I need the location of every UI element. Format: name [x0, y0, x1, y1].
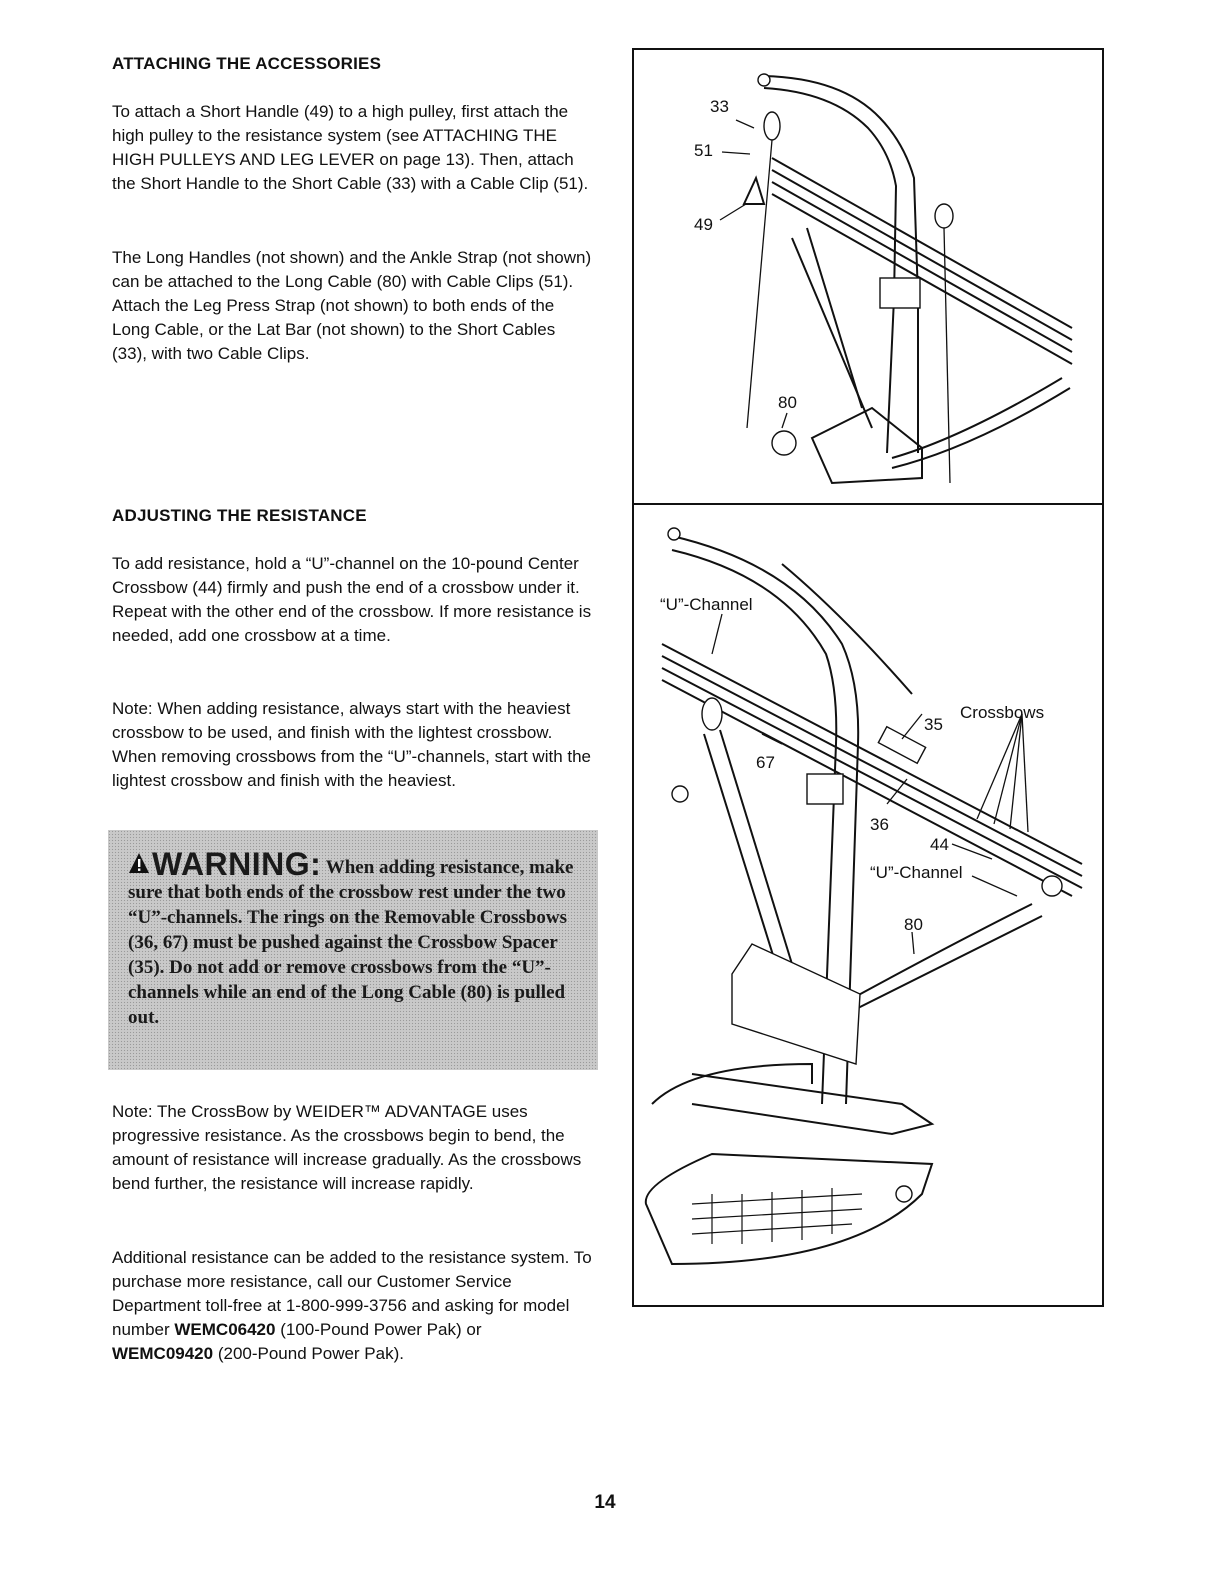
top-pivot: [758, 74, 770, 86]
pulley-right: [935, 204, 953, 228]
paragraph-add-resistance: To add resistance, hold a “U”-channel on the 10-pound Center Crossbow (44) firmly and push the end of a crossbow under it. Repeat with the other end of the crossbow. If more resistance is needed, add one crossbow at a time.: [112, 554, 592, 645]
page-number: 14: [594, 1492, 616, 1513]
footplate: [692, 1188, 862, 1244]
label-80-top: 80: [778, 393, 797, 412]
strap: [880, 278, 920, 308]
paragraph-long-handles: The Long Handles (not shown) and the Ankle Strap (not shown) can be attached to the Long Cable (80) with Cable Clips (51). Attach the Leg Press Strap (not shown) to both ends of the Long Cable, or the Lat Bar (not shown) to the Short Cables (33), with two Cable Clips.: [112, 248, 592, 363]
figure-top: [632, 48, 1104, 503]
warning-heading: WARNING:: [152, 846, 322, 882]
pulley-bottom: [772, 431, 796, 455]
paragraph-note-order: Note: When adding resistance, always start with the heaviest crossbow to be used, and finish with the lightest crossbow. When removing crossbows from the “U”-channels, start with the lightest crossbow and finish with the heaviest.: [112, 699, 592, 790]
label-u-channel-side: “U”-Channel: [870, 863, 963, 882]
paragraph-additional-resistance: [112, 1246, 592, 1366]
section-heading-adjusting: ADJUSTING THE RESISTANCE: [112, 506, 367, 525]
section-heading-attaching: ATTACHING THE ACCESSORIES: [112, 54, 382, 73]
label-80-bottom: 80: [904, 915, 923, 934]
label-36: 36: [870, 815, 889, 834]
model-1-description: (100-Pound Power Pak) or: [275, 1320, 482, 1339]
warning-body: When adding resistance, make sure that both ends of the crossbow rest under the two “U”-channels. The rings on the Removable Crossbows (36, 67) must be pushed against the Crossbow Spacer (35). Do not add or remove crossbows from the “U”-channels while an end of the Long Cable (80) is pulled out.: [128, 857, 574, 1028]
paragraph-short-handle: To attach a Short Handle (49) to a high pulley, first attach the high pulley to the resistance system (see ATTACHING THE HIGH PULLEYS AND LEG LEVER on page 13). Then, attach the Short Handle to the Short Cable (33) with a Cable Clip (51).: [112, 102, 589, 193]
label-67: 67: [756, 753, 775, 772]
label-33: 33: [710, 97, 729, 116]
model-number-2: WEMC09420: [112, 1344, 214, 1363]
warning-triangle-icon: [128, 852, 150, 874]
label-35: 35: [924, 715, 943, 734]
label-49: 49: [694, 215, 713, 234]
paragraph-note-progressive: Note: The CrossBow by WEIDER™ ADVANTAGE uses progressive resistance. As the crossbows begin to bend, the amount of resistance will increase gradually. As the crossbows bend further, the resistance will increase rapidly.: [112, 1102, 582, 1193]
label-51: 51: [694, 141, 713, 160]
additional-text: Additional resistance can be added to the resistance system. To purchase more resistance, call our Customer Service Department toll-free at 1-800-999-3756 and asking for model number: [112, 1248, 592, 1339]
warning-box: [108, 830, 598, 1070]
pulley-33: [764, 112, 780, 140]
label-u-channel-top: “U”-Channel: [660, 595, 753, 614]
model-2-description: (200-Pound Power Pak).: [213, 1344, 404, 1363]
figure-bottom: [632, 504, 1104, 1307]
seat: [732, 944, 860, 1064]
crossbow-arrows: [977, 714, 1028, 832]
warning-text: [128, 846, 588, 1030]
crossbow-spacer: [878, 727, 925, 764]
label-crossbows: Crossbows: [960, 703, 1045, 722]
model-number-1: WEMC06420: [174, 1320, 276, 1339]
label-44: 44: [930, 835, 949, 854]
short-handle-49: [744, 178, 764, 204]
